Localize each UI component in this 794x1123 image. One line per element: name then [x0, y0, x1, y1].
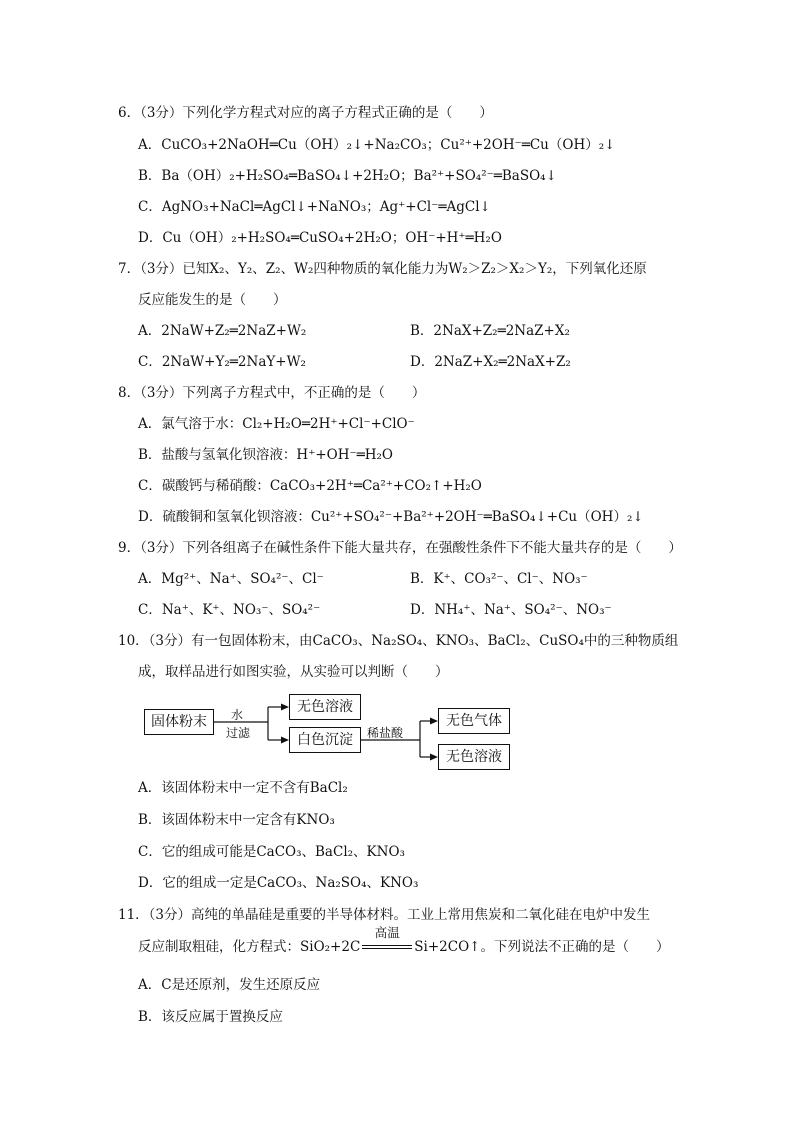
- question-11-equation-left: 反应制取粗硅，化方程式：SiO₂+2C: [138, 939, 361, 955]
- flow-filter-label: 过滤: [226, 726, 251, 740]
- reaction-condition: 高温: [374, 925, 400, 940]
- question-10-option-b: B．该固体粉末中一定含有KNO₃: [138, 812, 335, 828]
- question-9-stem: 9．（3分）下列各组离子在碱性条件下能大量共存，在强酸性条件下不能大量共存的是（ ）: [118, 540, 682, 556]
- question-7-stem-cont: 反应能发生的是（ ）: [138, 292, 287, 308]
- question-10-stem: 10．（3分）有一包固体粉末，由CaCO₃、Na₂SO₄、KNO₃、BaCl₂、CuSO₄中的三种物质组: [118, 633, 679, 649]
- question-9-option-c: C．Na⁺、K⁺、NO₃⁻、SO₄²⁻: [138, 602, 321, 618]
- question-11-equation-right: Si+2CO↑。下列说法不正确的是（ ）: [414, 939, 670, 955]
- question-7-stem: 7．（3分）已知X₂、Y₂、Z₂、W₂四种物质的氧化能力为W₂＞Z₂＞X₂＞Y₂，下列氧化还原: [118, 261, 647, 277]
- question-6-stem: 6．（3分）下列化学方程式对应的离子方程式正确的是（ ）: [118, 105, 493, 121]
- flow-colorless-gas-box: 无色气体: [438, 708, 510, 734]
- flow-dilute-hcl-label: 稀盐酸: [367, 726, 404, 740]
- question-11-stem-cont: [138, 925, 670, 956]
- question-10-stem-cont: 成，取样品进行如图实验，从实验可以判断（ ）: [138, 664, 449, 680]
- question-11-option-b: B．该反应属于置换反应: [138, 1009, 283, 1025]
- question-8-option-a: A．氯气溶于水：Cl₂+H₂O═2H⁺+Cl⁻+ClO⁻: [138, 416, 415, 432]
- question-6-option-c: C．AgNO₃+NaCl═AgCl↓+NaNO₃；Ag⁺+Cl⁻═AgCl↓: [138, 199, 491, 215]
- question-8-option-b: B．盐酸与氢氧化钡溶液：H⁺+OH⁻═H₂O: [138, 447, 393, 463]
- question-8-stem: 8．（3分）下列离子方程式中，不正确的是（ ）: [118, 385, 426, 401]
- question-11-option-a: A．C是还原剂，发生还原反应: [138, 977, 321, 993]
- flow-water-label: 水: [231, 708, 244, 722]
- flow-white-precipitate-box: 白色沉淀: [289, 727, 361, 753]
- reaction-arrow: [360, 925, 414, 956]
- question-6-option-d: D．Cu（OH）₂+H₂SO₄═CuSO₄+2H₂O；OH⁻+H⁺═H₂O: [138, 230, 502, 246]
- question-7-option-b: B．2NaX+Z₂═2NaZ+X₂: [410, 323, 570, 339]
- question-11-stem: 11．（3分）高纯的单晶硅是重要的半导体材料。工业上常用焦炭和二氧化硅在电炉中发生: [118, 907, 651, 923]
- question-6-option-a: A．CuCO₃+2NaOH═Cu（OH）₂↓+Na₂CO₃；Cu²⁺+2OH⁻═Cu（OH）₂↓: [138, 137, 616, 153]
- flow-colorless-solution-final-box: 无色溶液: [438, 744, 510, 770]
- question-9-option-d: D．NH₄⁺、Na⁺、SO₄²⁻、NO₃⁻: [410, 602, 612, 618]
- question-9-option-b: B．K⁺、CO₃²⁻、Cl⁻、NO₃⁻: [410, 571, 588, 587]
- question-7-option-a: A．2NaW+Z₂═2NaZ+W₂: [138, 323, 307, 339]
- flow-colorless-solution-box: 无色溶液: [289, 694, 361, 720]
- question-10-option-c: C．它的组成可能是CaCO₃、BaCl₂、KNO₃: [138, 844, 405, 860]
- question-7-option-d: D．2NaZ+X₂═2NaX+Z₂: [410, 354, 571, 370]
- flow-start-box: 固体粉末: [144, 709, 214, 735]
- question-8-option-c: C．碳酸钙与稀硝酸：CaCO₃+2H⁺═Ca²⁺+CO₂↑+H₂O: [138, 478, 482, 494]
- question-8-option-d: D．硫酸铜和氢氧化钡溶液：Cu²⁺+SO₄²⁻+Ba²⁺+2OH⁻═BaSO₄↓+Cu（OH）₂↓: [138, 509, 644, 525]
- question-6-option-b: B．Ba（OH）₂+H₂SO₄═BaSO₄↓+2H₂O；Ba²⁺+SO₄²⁻═BaSO₄↓: [138, 168, 557, 184]
- question-9-option-a: A．Mg²⁺、Na⁺、SO₄²⁻、Cl⁻: [138, 571, 324, 587]
- question-10-option-d: D．它的组成一定是CaCO₃、Na₂SO₄、KNO₃: [138, 875, 419, 891]
- question-10-option-a: A．该固体粉末中一定不含有BaCl₂: [138, 780, 348, 796]
- question-7-option-c: C．2NaW+Y₂═2NaY+W₂: [138, 354, 306, 370]
